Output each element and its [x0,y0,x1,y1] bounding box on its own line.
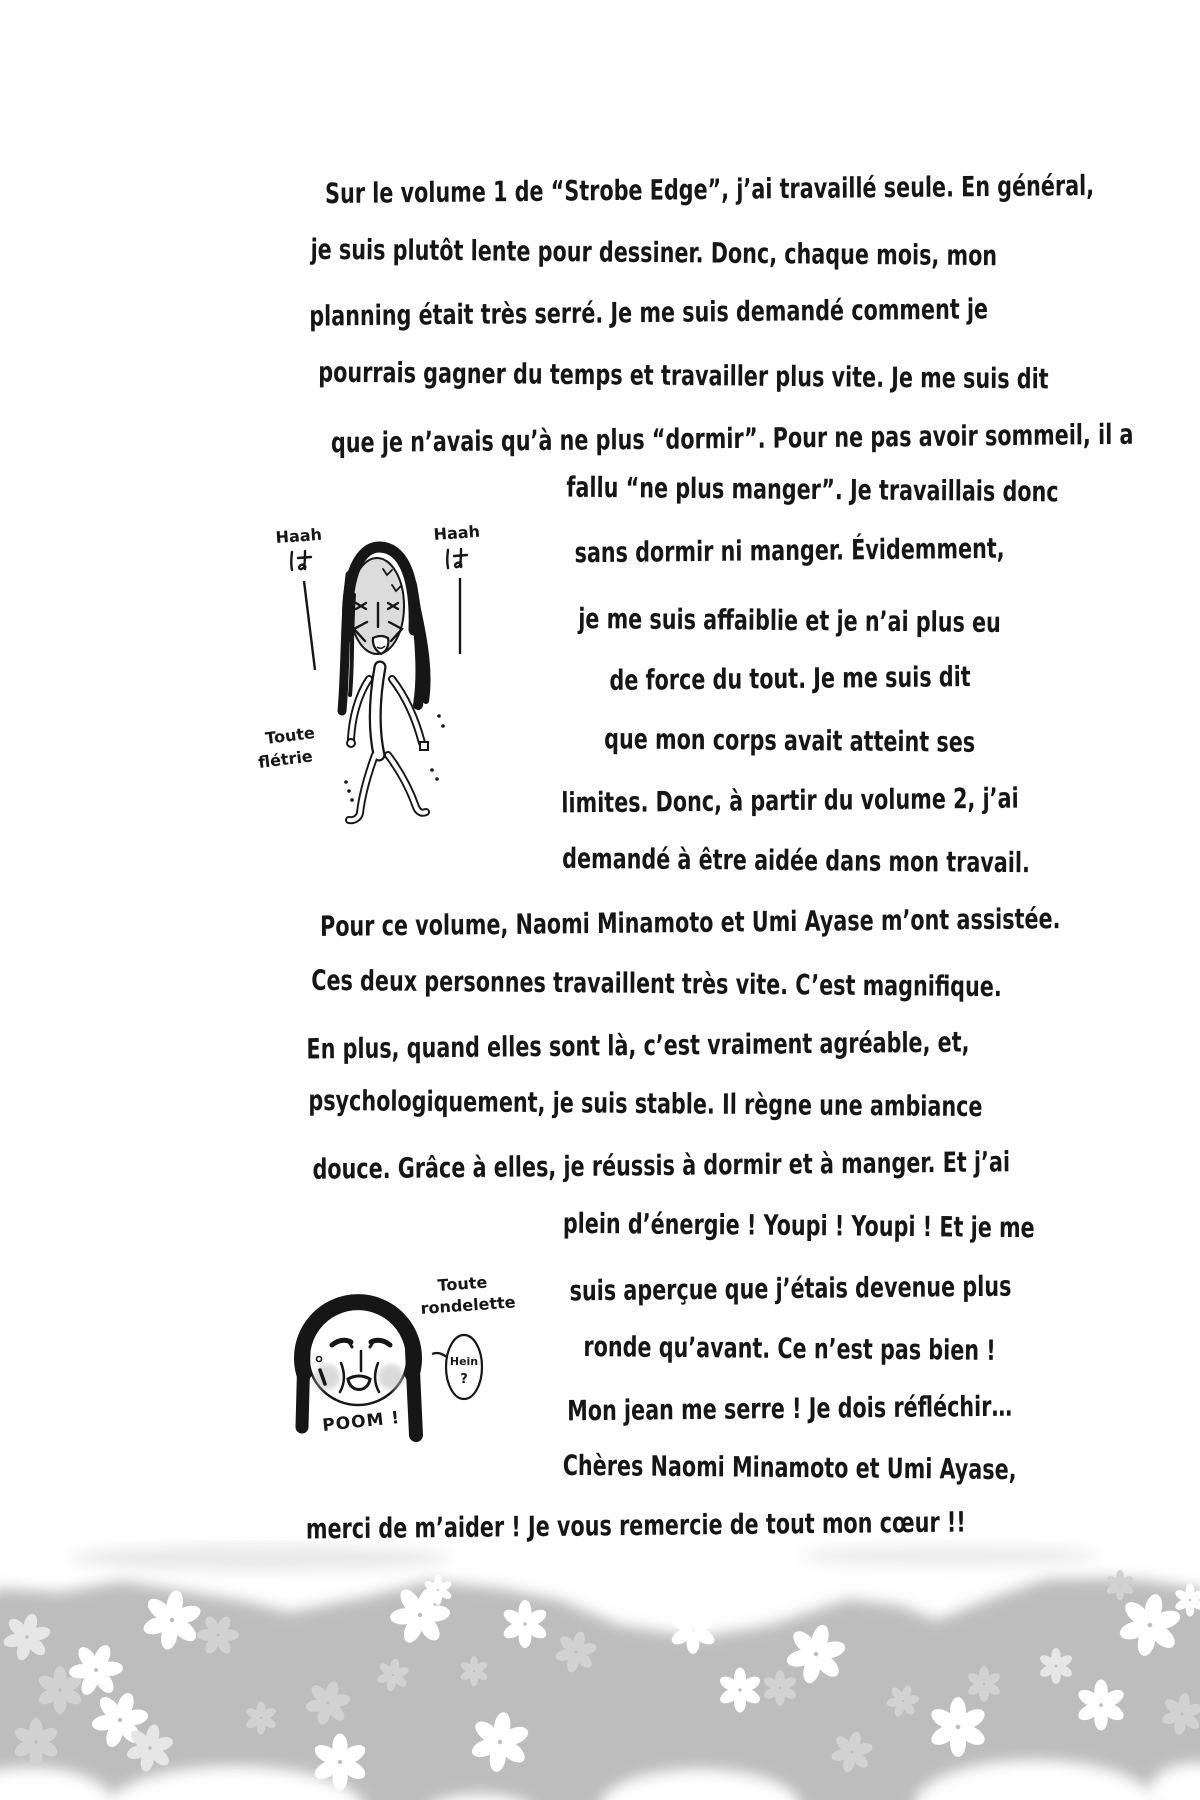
text-line-content: que je n’avais qu’à ne plus “dormir”. Pour ne pas avoir sommeil, il a [330,417,1134,460]
text-line [480,603,1100,647]
text-line [480,533,1100,577]
text-line [190,902,1061,949]
text-line-content: de force du tout. Je me suis dit [609,660,971,697]
text-line-content: pourrais gagner du temps et travailler plus vite. Je me suis dit [318,355,1049,396]
text-line [480,1271,1100,1315]
text-line [190,963,1050,1010]
text-line [190,417,1134,465]
text-line-content: sans dormir ni manger. Évidemment, [574,531,1006,570]
blush-left [314,1364,340,1390]
text-line [190,1083,1050,1130]
text-line-content: plein d’énergie ! Youpi ! Youpi ! Et je me [562,1206,1035,1245]
hand-left [347,739,355,747]
bubble-tail [432,1353,447,1357]
pant-sfx-right: Haah [432,521,481,544]
text-line-content: Sur le volume 1 de “Strobe Edge”, j’ai travaillé seule. En général, [325,168,1095,211]
text-line-content: que mon corps avait atteint ses [604,722,976,759]
text-line [480,723,1100,767]
text-line-content: suis aperçue que j’étais devenue plus [569,1269,1011,1308]
text-line [480,783,1100,827]
text-line-content: Pour ce volume, Naomi Minamoto et Umi Ayase m’ont assistée. [319,902,1061,943]
doodle-skinny-author [250,515,490,845]
text-line-content: je me suis affaiblie et je n’ai plus eu [578,602,1002,639]
doodle1-caption-1: Toute [264,723,316,748]
text-line [190,292,1050,339]
text-line [190,168,1095,216]
text-line [480,1208,1100,1252]
doodle-round-author [275,1255,570,1450]
speech-bubble [432,1335,482,1399]
pant-sfx-left: Haah [274,524,323,547]
text-line [480,1391,1100,1435]
text-line [480,1331,1100,1375]
text-line-content: fallu “ne plus manger”. Je travaillais donc [566,470,1059,509]
bubble-text-1: Hein [449,1355,479,1368]
text-line-content: planning était très serré. Je me suis demandé comment je [309,292,989,333]
text-line [190,355,1050,402]
text-line-content: Chères Naomi Minamoto et Umi Ayase, [562,1448,1018,1487]
text-line-content: douce. Grâce à elles, je réussis à dormir et à manger. Et j’ai [312,1145,1011,1186]
text-line-content: Ces deux personnes travaillent très vite. C’est magnifique. [311,963,1002,1004]
text-line [480,661,1100,705]
doodle2-caption-1: Toute [436,1272,488,1295]
text-line-content: demandé à être aidée dans mon travail. [562,841,1031,880]
text-line-content: je suis plutôt lente pour dessiner. Donc, chaque mois, mon [310,232,998,273]
doodle1-caption-2: flétrie [257,746,314,772]
band-wash [0,1545,1200,1800]
doodle2-caption-2: rondelette [419,1292,517,1318]
text-line [480,843,1100,887]
mouth [348,1376,370,1390]
text-line [190,1025,1050,1072]
text-line-content: merci de m’aider ! Je vous remercie de tout mon cœur !! [305,1505,966,1546]
text-line-content: En plus, quand elles sont là, c’est vraiment agréable, et, [306,1025,970,1066]
text-line [190,1145,1050,1192]
pant-line-left [304,581,315,670]
text-line [480,472,1100,516]
blush-right [378,1364,404,1390]
text-line [480,1450,1100,1494]
text-line-content: ronde qu’avant. Ce n’est pas bien ! [583,1330,997,1367]
pant-kana-left [291,551,311,570]
text-line-content: Mon jean me serre ! Je dois réfléchir… [567,1389,1013,1428]
hand-right [420,742,428,750]
text-line [190,232,1050,279]
bubble-text-2: ? [460,1372,468,1387]
pant-kana-right [447,549,467,568]
sfx-poom: POOM ! [321,1407,402,1436]
text-line-content: psychologiquement, je suis stable. Il règne une ambiance [308,1083,983,1124]
text-line-content: limites. Donc, à partir du volume 2, j’ai [561,781,1019,820]
footer-flower-band [0,1540,1200,1800]
